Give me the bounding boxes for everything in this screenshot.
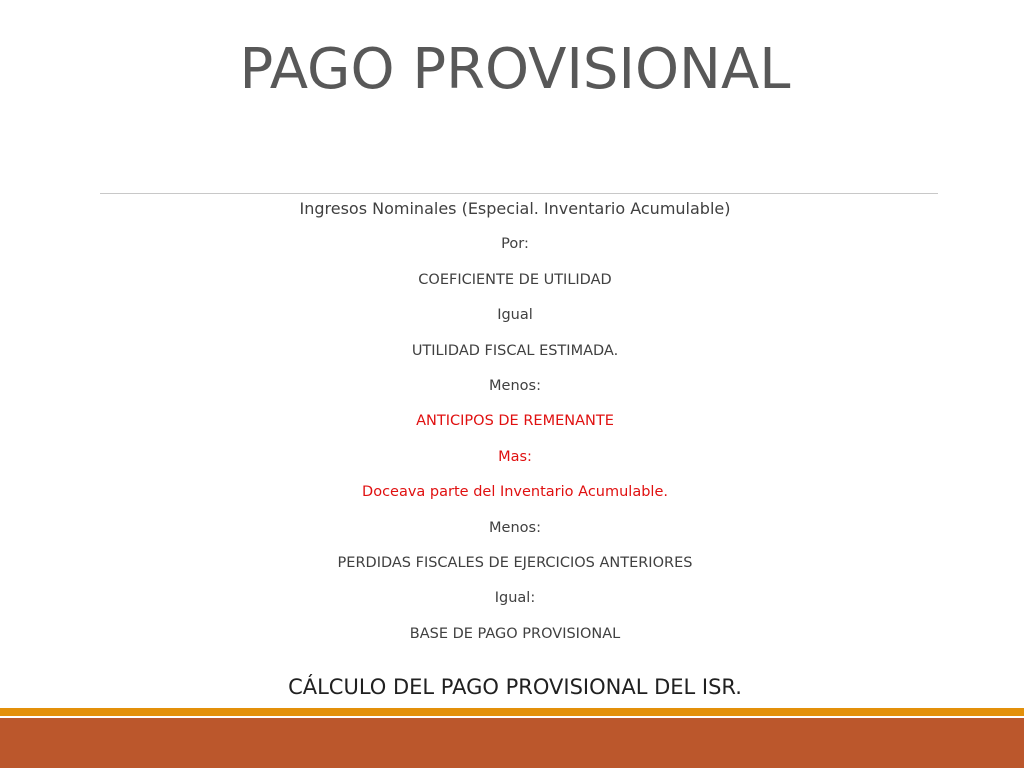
formula-line-highlight: ANTICIPOS DE REMENANTE [416, 413, 614, 430]
formula-line: Por: [501, 236, 529, 253]
formula-line: Menos: [489, 377, 541, 394]
formula-line: Igual: [494, 590, 536, 607]
formula-line: COEFICIENTE DE UTILIDAD [418, 271, 612, 288]
formula-line-highlight: Mas: [498, 448, 532, 465]
formula-line: PERDIDAS FISCALES DE EJERCICIOS ANTERIORES [337, 554, 693, 571]
footer-band [0, 718, 1024, 768]
formula-line: Igual [497, 307, 533, 324]
formula-steps [0, 198, 1024, 658]
formula-line: Ingresos Nominales (Especial. Inventario Acumulable) [299, 199, 731, 218]
title-divider [100, 193, 938, 194]
formula-line-highlight: Doceava parte del Inventario Acumulable. [362, 484, 668, 501]
formula-line: Menos: [489, 519, 541, 536]
formula-line: UTILIDAD FISCAL ESTIMADA. [411, 342, 619, 359]
slide-title: PAGO PROVISIONAL [239, 37, 791, 102]
slide-subtitle: CÁLCULO DEL PAGO PROVISIONAL DEL ISR. [288, 675, 742, 699]
accent-band [0, 708, 1024, 716]
formula-line: BASE DE PAGO PROVISIONAL [409, 625, 621, 642]
